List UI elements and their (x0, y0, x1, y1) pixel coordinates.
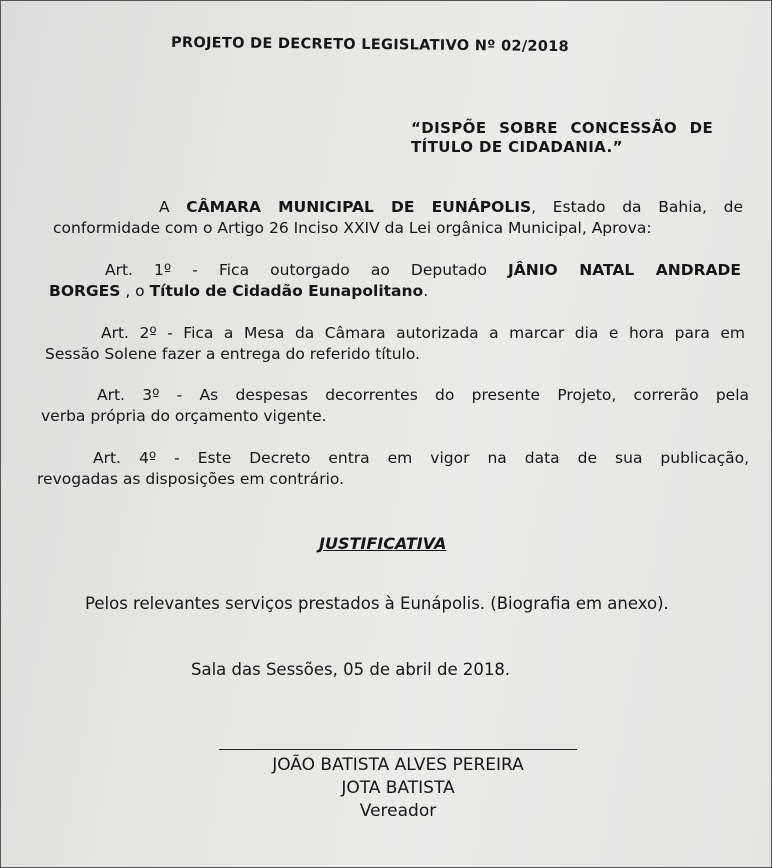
justificativa-text: Pelos relevantes serviços prestados à Eunápolis. (Biografia em anexo). (85, 594, 669, 613)
article-4 (37, 448, 749, 490)
title-name: Título de Cidadão Eunapolitano (149, 282, 424, 300)
article-1-connector: , o (120, 282, 150, 300)
article-2-text: - Fica a Mesa da Câmara autorizada a marcar dia e hora para em (156, 324, 746, 342)
signatory-nickname: JOTA BATISTA (341, 778, 455, 798)
document-title: PROJETO DE DECRETO LEGISLATIVO Nº 02/2018 (170, 34, 570, 56)
article-3-line-1 (41, 385, 749, 406)
place-date: Sala das Sessões, 05 de abril de 2018. (191, 660, 511, 679)
article-1-line-1 (49, 260, 741, 281)
ementa-line-2: TÍTULO DE CIDADANIA.” (411, 138, 623, 156)
article-1-text: - Fica outorgado ao Deputado (171, 261, 508, 279)
preamble-line-2: conformidade com o Artigo 26 Inciso XXIV da Lei orgânica Municipal, Aprova: (53, 219, 652, 237)
article-4-label: Art. 4º (93, 449, 157, 467)
deputy-name: JÂNIO NATAL ANDRADE (508, 261, 741, 279)
article-2 (45, 323, 745, 365)
preamble-line-1 (53, 197, 743, 218)
preamble-rest: , Estado da Bahia, de (531, 198, 743, 216)
preamble-prefix: A (159, 198, 187, 216)
signatory-name: JOÃO BATISTA ALVES PEREIRA (272, 755, 524, 775)
article-4-line-1 (37, 448, 749, 469)
ementa (411, 119, 713, 157)
article-3-label: Art. 3º (97, 386, 160, 404)
signature-line (219, 749, 577, 750)
chamber-name: CÂMARA MUNICIPAL DE EUNÁPOLIS (186, 198, 532, 216)
article-2-line-1 (45, 323, 745, 344)
ementa-line-1: “DISPÕE SOBRE CONCESSÃO DE (411, 119, 714, 137)
article-2-label: Art. 2º (101, 324, 157, 342)
article-1-label: Art. 1º (105, 261, 172, 279)
article-3 (41, 385, 749, 427)
article-1-end: . (423, 282, 429, 300)
article-3-line-2: verba própria do orçamento vigente. (41, 407, 327, 425)
article-2-line-2: Sessão Solene fazer a entrega do referido título. (45, 345, 420, 363)
article-1 (49, 260, 741, 302)
deputy-surname: BORGES (49, 282, 121, 300)
article-1-line-2 (49, 281, 741, 302)
justificativa-heading: JUSTIFICATIVA (319, 534, 447, 553)
article-4-text: - Este Decreto entra em vigor na data de sua publicação, (156, 449, 749, 467)
signatory-role: Vereador (359, 801, 437, 821)
article-4-line-2: revogadas as disposições em contrário. (37, 470, 345, 488)
preamble (53, 197, 743, 239)
article-3-text: - As despesas decorrentes do presente Projeto, correrão pela (159, 386, 750, 404)
